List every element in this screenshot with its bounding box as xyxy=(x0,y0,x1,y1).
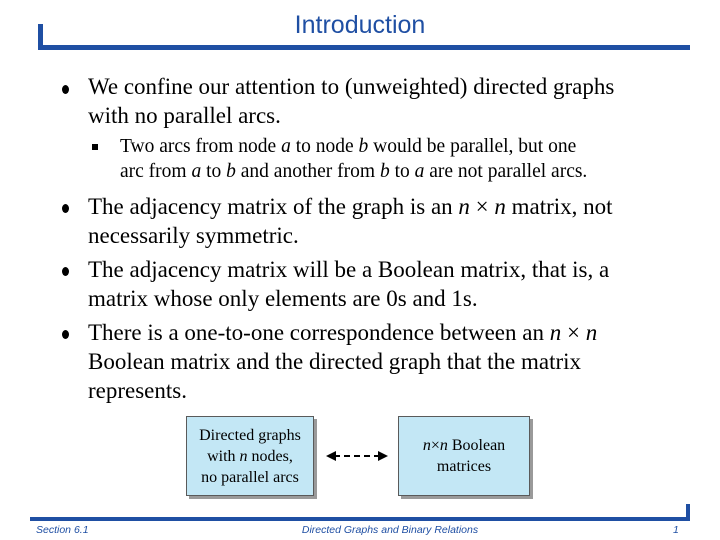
bullet-1-line-2: with no parallel arcs. xyxy=(88,103,281,128)
left-box-line-2: with n nodes, xyxy=(207,447,293,465)
bullet-4-line-3: represents. xyxy=(88,378,187,403)
slide-title: Introduction xyxy=(294,11,426,39)
page-number: 1 xyxy=(673,524,679,536)
left-box-line-3: no parallel arcs xyxy=(201,468,299,486)
bullet-2 xyxy=(88,192,688,250)
bullet-4-line-1: There is a one-to-one correspondence between an n × n xyxy=(88,320,598,345)
double-headed-arrow-icon xyxy=(326,448,388,464)
bullet-dot-icon xyxy=(62,330,69,339)
directed-graphs-box xyxy=(186,416,314,496)
bullet-1-line-1: We confine our attention to (unweighted) directed graphs xyxy=(88,74,615,99)
right-box-line-2: matrices xyxy=(436,458,492,475)
bullet-3-line-2: matrix whose only elements are 0s and 1s. xyxy=(88,286,478,311)
bullet-2-line-2: necessarily symmetric. xyxy=(88,223,299,248)
bullet-3-line-1: The adjacency matrix will be a Boolean matrix, that is, a xyxy=(88,257,610,282)
footer-title: Directed Graphs and Binary Relations xyxy=(301,524,479,536)
bullet-1 xyxy=(88,72,688,130)
footer-rule-horizontal xyxy=(30,517,690,521)
title-rule-horizontal xyxy=(38,45,690,50)
bullet-4-line-2: Boolean matrix and the directed graph that the matrix xyxy=(88,349,582,374)
sub-bullet-1-line-2: arc from a to b and another from b to a are not parallel arcs. xyxy=(120,161,588,182)
bullet-2-line-1: The adjacency matrix of the graph is an n × n matrix, not xyxy=(88,194,613,219)
sub-bullet-1 xyxy=(120,134,690,184)
bullet-dot-icon xyxy=(62,204,69,213)
bullet-3 xyxy=(88,255,688,313)
title-rule-vertical xyxy=(38,24,43,50)
bullet-dot-icon xyxy=(62,267,69,276)
bullet-dot-icon xyxy=(62,85,69,94)
sub-bullet-square-icon xyxy=(92,144,98,150)
right-box-line-1: n×n Boolean xyxy=(422,437,506,454)
sub-bullet-1-line-1: Two arcs from node a to node b would be parallel, but one xyxy=(120,136,577,157)
bullet-4 xyxy=(88,318,688,405)
footer-rule-vertical xyxy=(686,504,690,521)
footer-section: Section 6.1 xyxy=(36,524,89,536)
left-box-line-1: Directed graphs xyxy=(199,426,301,444)
boolean-matrices-box xyxy=(398,416,530,496)
